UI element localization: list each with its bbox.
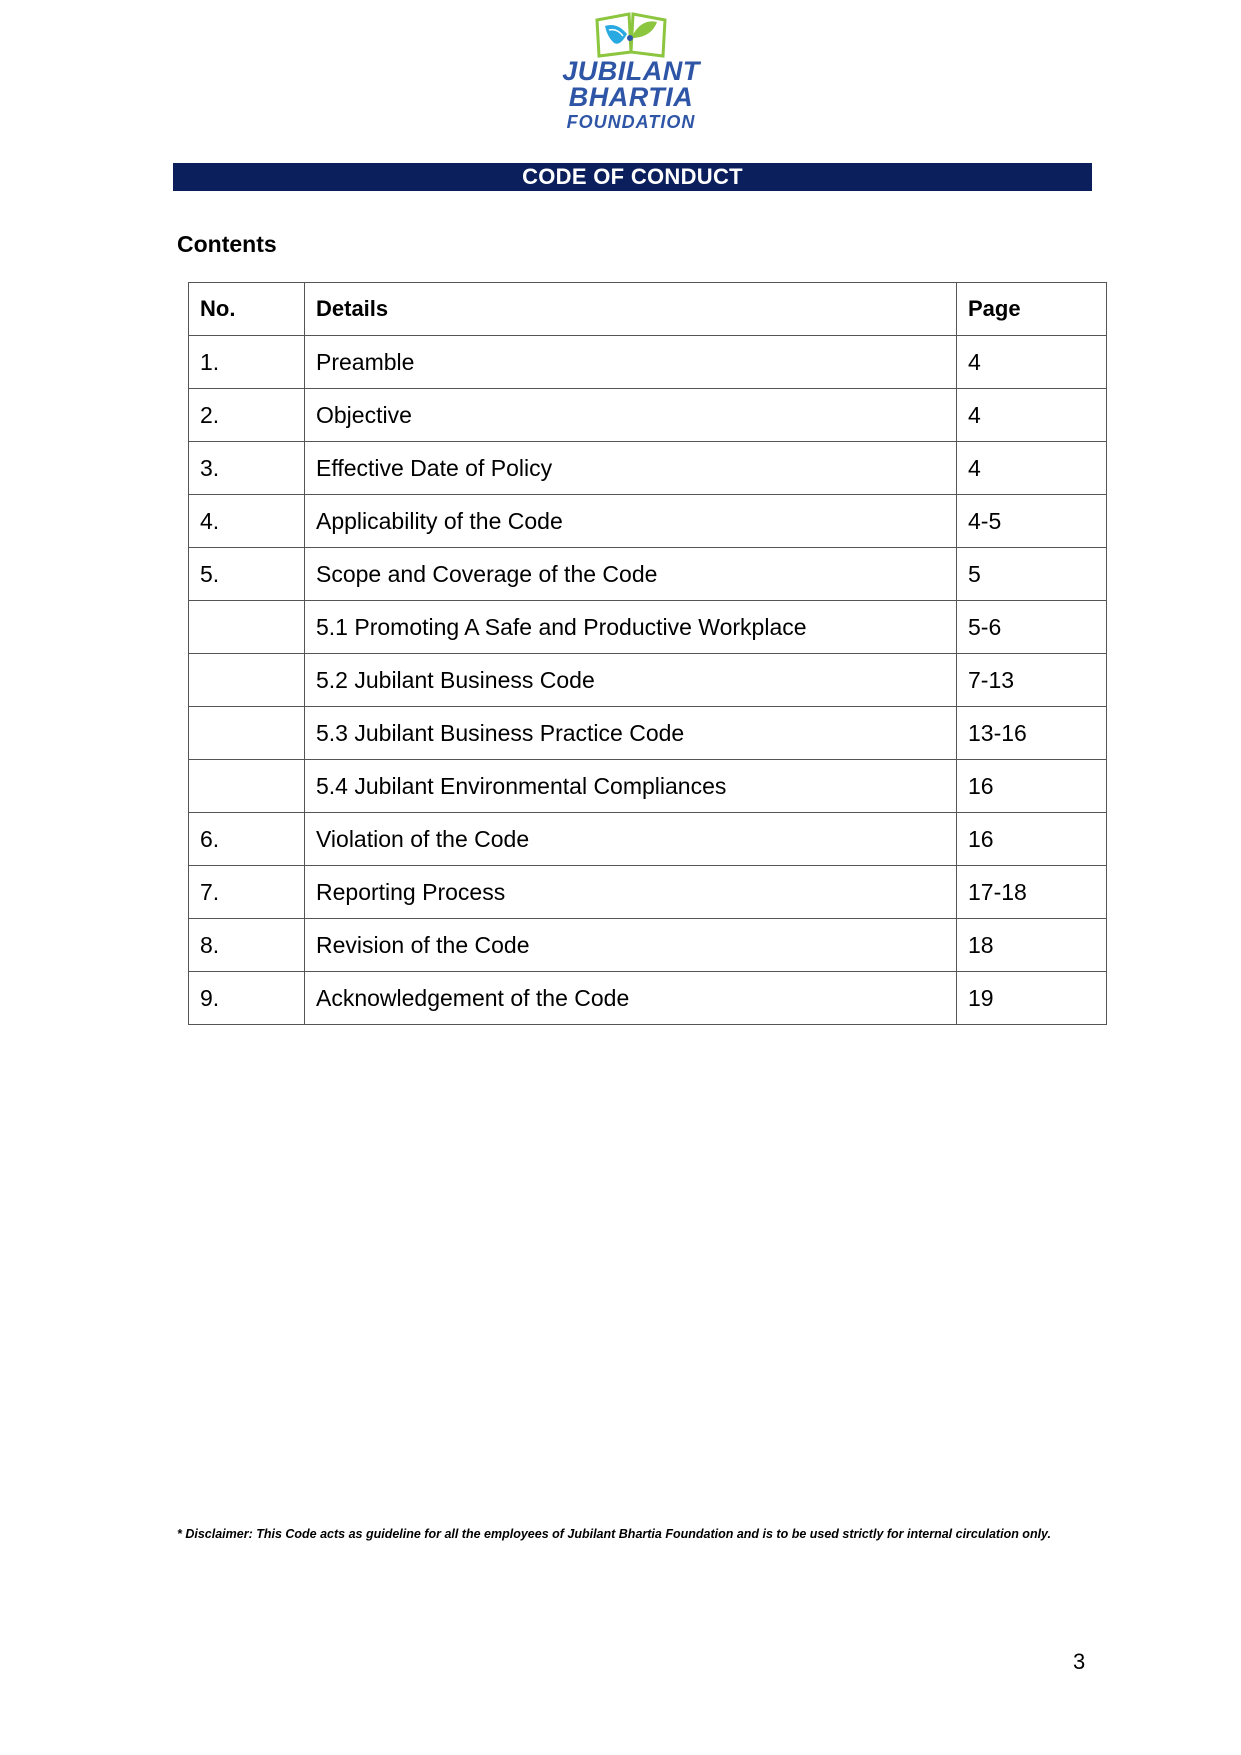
row-page: 4: [957, 389, 1107, 442]
row-number: [189, 654, 305, 707]
table-row: [189, 919, 1107, 972]
table-row: [189, 495, 1107, 548]
row-number: [189, 601, 305, 654]
table-row: [189, 760, 1107, 813]
row-page: 5-6: [957, 601, 1107, 654]
logo-line-3: FOUNDATION: [566, 112, 696, 132]
table-row: [189, 866, 1107, 919]
row-page: 7-13: [957, 654, 1107, 707]
table-row: [189, 707, 1107, 760]
table-row: [189, 336, 1107, 389]
row-number: 9.: [189, 972, 305, 1025]
row-page: 4-5: [957, 495, 1107, 548]
row-details: Applicability of the Code: [305, 495, 957, 548]
row-page: 17-18: [957, 866, 1107, 919]
row-page: 19: [957, 972, 1107, 1025]
table-row: [189, 442, 1107, 495]
logo-line-1: JUBILANT: [562, 56, 700, 86]
column-header-page: Page: [957, 283, 1107, 336]
row-page: 4: [957, 336, 1107, 389]
row-details: Effective Date of Policy: [305, 442, 957, 495]
row-details: 5.2 Jubilant Business Code: [305, 654, 957, 707]
row-number: 1.: [189, 336, 305, 389]
row-number: 3.: [189, 442, 305, 495]
row-page: 16: [957, 813, 1107, 866]
contents-table: [188, 282, 1107, 1025]
logo-line-2: BHARTIA: [568, 82, 694, 112]
contents-heading: Contents: [177, 231, 277, 257]
row-number: 5.: [189, 548, 305, 601]
table-row: [189, 601, 1107, 654]
row-number: [189, 707, 305, 760]
row-page: 5: [957, 548, 1107, 601]
table-row: [189, 972, 1107, 1025]
foundation-logo: [548, 8, 714, 152]
row-number: 7.: [189, 866, 305, 919]
row-number: 8.: [189, 919, 305, 972]
column-header-details: Details: [305, 283, 957, 336]
row-page: 18: [957, 919, 1107, 972]
row-page: 16: [957, 760, 1107, 813]
row-number: 6.: [189, 813, 305, 866]
row-details: Objective: [305, 389, 957, 442]
column-header-no: No.: [189, 283, 305, 336]
row-page: 13-16: [957, 707, 1107, 760]
row-details: Preamble: [305, 336, 957, 389]
row-details: Revision of the Code: [305, 919, 957, 972]
row-details: 5.3 Jubilant Business Practice Code: [305, 707, 957, 760]
row-details: 5.1 Promoting A Safe and Productive Workplace: [305, 601, 957, 654]
row-page: 4: [957, 442, 1107, 495]
table-row: [189, 548, 1107, 601]
table-row: [189, 654, 1107, 707]
row-details: Scope and Coverage of the Code: [305, 548, 957, 601]
table-row: [189, 389, 1107, 442]
table-row: [189, 813, 1107, 866]
row-number: 4.: [189, 495, 305, 548]
row-number: 2.: [189, 389, 305, 442]
book-bird-icon: [593, 8, 669, 58]
document-title-bar: CODE OF CONDUCT: [173, 163, 1092, 191]
row-details: Acknowledgement of the Code: [305, 972, 957, 1025]
row-number: [189, 760, 305, 813]
row-details: Violation of the Code: [305, 813, 957, 866]
disclaimer-note: * Disclaimer: This Code acts as guideline for all the employees of Jubilant Bhartia Foundation and is to be used strictly for internal circulation only.: [177, 1527, 1052, 1541]
row-details: Reporting Process: [305, 866, 957, 919]
table-header-row: [189, 283, 1107, 336]
row-details: 5.4 Jubilant Environmental Compliances: [305, 760, 957, 813]
page-number: 3: [1073, 1649, 1086, 1674]
